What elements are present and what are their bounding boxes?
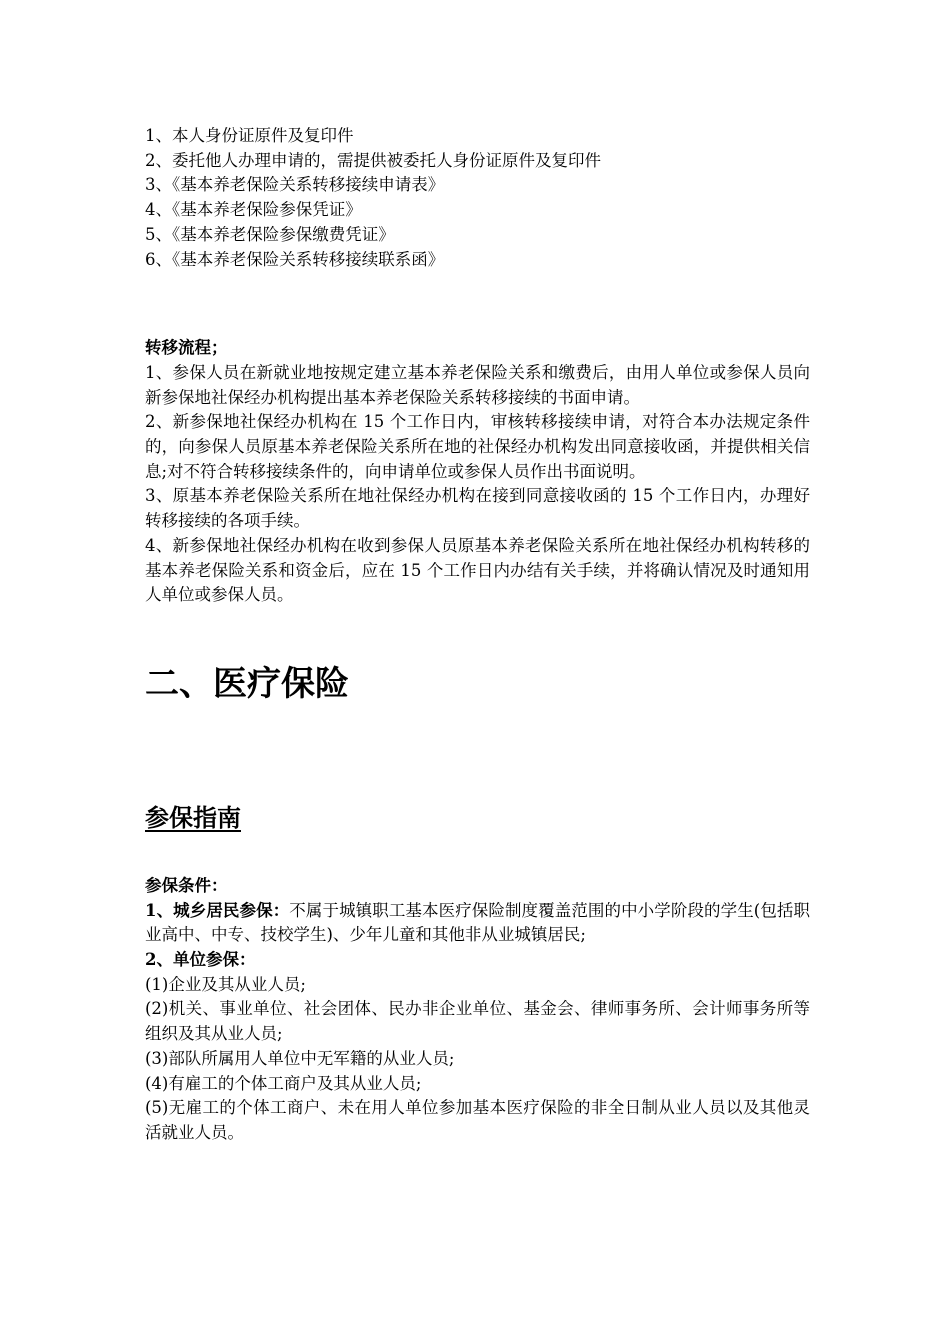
unit-item: (3)部队所属用人单位中无军籍的从业人员; [145,1048,455,1068]
section-title: 二、医疗保险 [145,663,349,704]
materials-list [145,124,810,272]
materials-item: 1、本人身份证原件及复印件 [145,126,354,145]
materials-item: 2、委托他人办理申请的，需提供被委托人身份证原件及复印件 [145,150,601,170]
sub-title: 参保指南 [145,802,241,832]
transfer-step: 4、新参保地社保经办机构在收到参保人员原基本养老保险关系所在地社保经办机构转移的基本养老保险关系和资金后，应在 15 个工作日内办结有关手续，并将确认情况及时通知用人单位或参保人员。 [145,535,810,605]
urban-condition [145,899,810,948]
transfer-step: 3、原基本养老保险关系所在地社保经办机构在接到同意接收函的 15 个工作日内，办理好转移接续的各项手续。 [145,486,810,531]
unit-item: (4)有雇工的个体工商户及其从业人员; [145,1073,422,1093]
materials-item: 4、《基本养老保险参保凭证》 [145,200,362,220]
conditions-heading: 参保条件： [145,875,228,895]
conditions-block [145,874,810,1146]
document-page [145,124,810,1146]
urban-label: 1、城乡居民参保： [145,900,290,920]
transfer-step: 2、新参保地社保经办机构在 15 个工作日内，审核转移接续申请，对符合本办法规定条件的，向参保人员原基本养老保险关系所在地的社保经办机构发出同意接收函，并提供相关信息;对不符合转移接续条件的，向申请单位或参保人员作出书面说明。 [145,412,810,481]
unit-label: 2、单位参保： [145,950,256,970]
materials-item: 3、《基本养老保险关系转移接续申请表》 [145,175,445,195]
unit-item: (2)机关、事业单位、社会团体、民办非企业单位、基金会、律师事务所、会计师事务所等组织及其从业人员; [145,999,810,1044]
materials-item: 5、《基本养老保险参保缴费凭证》 [145,224,395,244]
urban-text: 不属于城镇职工基本医疗保险制度覆盖范围的中小学阶段的学生(包括职业高中、中专、技校学生)、少年儿童和其他非从业城镇居民; [145,900,811,945]
transfer-process [145,336,810,608]
unit-item: (1)企业及其从业人员; [145,974,306,994]
transfer-step: 1、参保人员在新就业地按规定建立基本养老保险关系和缴费后，由用人单位或参保人员向新参保地社保经办机构提出基本养老保险关系转移接续的书面申请。 [145,362,810,407]
materials-item: 6、《基本养老保险关系转移接续联系函》 [145,249,445,269]
transfer-heading: 转移流程； [145,338,228,358]
unit-item: (5)无雇工的个体工商户、未在用人单位参加基本医疗保险的非全日制从业人员以及其他灵活就业人员。 [145,1098,810,1142]
